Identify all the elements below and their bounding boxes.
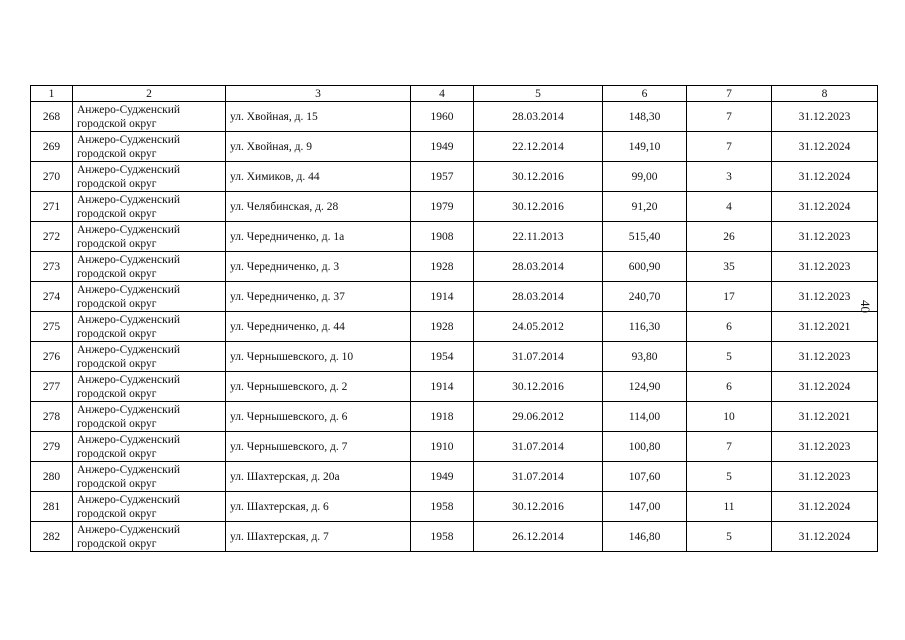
deadline-cell: 31.12.2021: [772, 402, 878, 432]
row-number-cell: 270: [31, 162, 73, 192]
table-body: [31, 102, 878, 552]
table-row: [31, 282, 878, 312]
date-cell: 26.12.2014: [474, 522, 603, 552]
date-cell: 22.12.2014: [474, 132, 603, 162]
year-cell: 1954: [411, 342, 474, 372]
table-row: [31, 402, 878, 432]
residents-cell: 26: [687, 222, 772, 252]
row-number-cell: 273: [31, 252, 73, 282]
address-cell: ул. Челябинская, д. 28: [226, 192, 411, 222]
deadline-cell: 31.12.2024: [772, 162, 878, 192]
address-cell: ул. Чернышевского, д. 2: [226, 372, 411, 402]
residents-cell: 11: [687, 492, 772, 522]
column-header: 2: [73, 86, 226, 102]
municipality-line: городской округ: [77, 237, 157, 250]
address-cell: ул. Чередниченко, д. 37: [226, 282, 411, 312]
page-number: 40: [858, 300, 873, 313]
table-row: [31, 372, 878, 402]
area-cell: 100,80: [603, 432, 687, 462]
year-cell: 1958: [411, 522, 474, 552]
municipality-line: Анжеро-Судженский: [77, 283, 181, 296]
column-header: 3: [226, 86, 411, 102]
residents-cell: 35: [687, 252, 772, 282]
area-cell: 147,00: [603, 492, 687, 522]
municipality-cell: [73, 252, 226, 282]
column-header: 7: [687, 86, 772, 102]
municipality-line: городской округ: [77, 357, 157, 370]
row-number-cell: 281: [31, 492, 73, 522]
deadline-cell: 31.12.2023: [772, 252, 878, 282]
deadline-cell: 31.12.2023: [772, 432, 878, 462]
deadline-cell: 31.12.2024: [772, 522, 878, 552]
municipality-line: Анжеро-Судженский: [77, 133, 181, 146]
municipality-line: городской округ: [77, 207, 157, 220]
municipality-line: Анжеро-Судженский: [77, 163, 181, 176]
municipality-line: Анжеро-Судженский: [77, 103, 181, 116]
date-cell: 28.03.2014: [474, 102, 603, 132]
row-number-cell: 269: [31, 132, 73, 162]
residents-cell: 7: [687, 432, 772, 462]
date-cell: 30.12.2016: [474, 492, 603, 522]
residents-cell: 17: [687, 282, 772, 312]
deadline-cell: 31.12.2023: [772, 102, 878, 132]
municipality-line: Анжеро-Судженский: [77, 253, 181, 266]
deadline-cell: 31.12.2021: [772, 312, 878, 342]
municipality-line: городской округ: [77, 147, 157, 160]
municipality-line: Анжеро-Судженский: [77, 523, 181, 536]
table-row: [31, 522, 878, 552]
municipality-line: городской округ: [77, 117, 157, 130]
municipality-cell: [73, 492, 226, 522]
year-cell: 1949: [411, 462, 474, 492]
table-row: [31, 462, 878, 492]
residents-cell: 7: [687, 102, 772, 132]
row-number-cell: 279: [31, 432, 73, 462]
deadline-cell: 31.12.2024: [772, 192, 878, 222]
municipality-cell: [73, 402, 226, 432]
date-cell: 31.07.2014: [474, 432, 603, 462]
area-cell: 99,00: [603, 162, 687, 192]
date-cell: 28.03.2014: [474, 282, 603, 312]
table-row: [31, 432, 878, 462]
residents-cell: 6: [687, 372, 772, 402]
area-cell: 93,80: [603, 342, 687, 372]
area-cell: 114,00: [603, 402, 687, 432]
area-cell: 91,20: [603, 192, 687, 222]
date-cell: 30.12.2016: [474, 162, 603, 192]
address-cell: ул. Шахтерская, д. 6: [226, 492, 411, 522]
residents-cell: 3: [687, 162, 772, 192]
address-cell: ул. Хвойная, д. 15: [226, 102, 411, 132]
municipality-line: городской округ: [77, 417, 157, 430]
column-header: 8: [772, 86, 878, 102]
row-number-cell: 282: [31, 522, 73, 552]
address-cell: ул. Хвойная, д. 9: [226, 132, 411, 162]
address-cell: ул. Чередниченко, д. 3: [226, 252, 411, 282]
municipality-line: городской округ: [77, 387, 157, 400]
municipality-cell: [73, 222, 226, 252]
column-header: 4: [411, 86, 474, 102]
row-number-cell: 274: [31, 282, 73, 312]
address-cell: ул. Чернышевского, д. 6: [226, 402, 411, 432]
municipality-line: Анжеро-Судженский: [77, 433, 181, 446]
date-cell: 24.05.2012: [474, 312, 603, 342]
municipality-line: Анжеро-Судженский: [77, 493, 181, 506]
municipality-cell: [73, 312, 226, 342]
area-cell: 107,60: [603, 462, 687, 492]
row-number-cell: 275: [31, 312, 73, 342]
deadline-cell: 31.12.2024: [772, 372, 878, 402]
deadline-cell: 31.12.2023: [772, 222, 878, 252]
municipality-cell: [73, 432, 226, 462]
year-cell: 1960: [411, 102, 474, 132]
year-cell: 1910: [411, 432, 474, 462]
municipality-line: Анжеро-Судженский: [77, 193, 181, 206]
municipality-cell: [73, 132, 226, 162]
deadline-cell: 31.12.2024: [772, 492, 878, 522]
municipality-line: городской округ: [77, 297, 157, 310]
deadline-cell: 31.12.2023: [772, 342, 878, 372]
address-cell: ул. Химиков, д. 44: [226, 162, 411, 192]
municipality-line: городской округ: [77, 177, 157, 190]
municipality-cell: [73, 342, 226, 372]
date-cell: 22.11.2013: [474, 222, 603, 252]
address-cell: ул. Чернышевского, д. 10: [226, 342, 411, 372]
municipality-line: Анжеро-Судженский: [77, 373, 181, 386]
area-cell: 600,90: [603, 252, 687, 282]
deadline-cell: 31.12.2023: [772, 282, 878, 312]
year-cell: 1908: [411, 222, 474, 252]
row-number-cell: 277: [31, 372, 73, 402]
address-cell: ул. Чередниченко, д. 44: [226, 312, 411, 342]
area-cell: 149,10: [603, 132, 687, 162]
date-cell: 30.12.2016: [474, 192, 603, 222]
municipality-line: городской округ: [77, 537, 157, 550]
table-row: [31, 312, 878, 342]
housing-registry-table: [30, 85, 878, 552]
residents-cell: 7: [687, 132, 772, 162]
table-row: [31, 132, 878, 162]
year-cell: 1928: [411, 312, 474, 342]
year-cell: 1914: [411, 372, 474, 402]
residents-cell: 5: [687, 342, 772, 372]
area-cell: 240,70: [603, 282, 687, 312]
table-row: [31, 102, 878, 132]
table-row: [31, 252, 878, 282]
municipality-line: городской округ: [77, 477, 157, 490]
municipality-line: Анжеро-Судженский: [77, 343, 181, 356]
header-row: [31, 86, 878, 102]
table-row: [31, 492, 878, 522]
municipality-cell: [73, 102, 226, 132]
deadline-cell: 31.12.2024: [772, 132, 878, 162]
residents-cell: 4: [687, 192, 772, 222]
row-number-cell: 278: [31, 402, 73, 432]
municipality-line: городской округ: [77, 507, 157, 520]
address-cell: ул. Чередниченко, д. 1а: [226, 222, 411, 252]
row-number-cell: 271: [31, 192, 73, 222]
column-header: 6: [603, 86, 687, 102]
column-header: 1: [31, 86, 73, 102]
municipality-cell: [73, 282, 226, 312]
residents-cell: 5: [687, 522, 772, 552]
municipality-line: городской округ: [77, 267, 157, 280]
municipality-line: Анжеро-Судженский: [77, 223, 181, 236]
date-cell: 31.07.2014: [474, 462, 603, 492]
area-cell: 148,30: [603, 102, 687, 132]
year-cell: 1928: [411, 252, 474, 282]
year-cell: 1958: [411, 492, 474, 522]
column-header: 5: [474, 86, 603, 102]
municipality-cell: [73, 162, 226, 192]
date-cell: 30.12.2016: [474, 372, 603, 402]
residents-cell: 5: [687, 462, 772, 492]
area-cell: 124,90: [603, 372, 687, 402]
year-cell: 1918: [411, 402, 474, 432]
year-cell: 1949: [411, 132, 474, 162]
table-header: [31, 86, 878, 102]
municipality-line: Анжеро-Судженский: [77, 463, 181, 476]
address-cell: ул. Шахтерская, д. 20а: [226, 462, 411, 492]
table-row: [31, 162, 878, 192]
row-number-cell: 276: [31, 342, 73, 372]
row-number-cell: 280: [31, 462, 73, 492]
municipality-line: городской округ: [77, 327, 157, 340]
date-cell: 28.03.2014: [474, 252, 603, 282]
municipality-cell: [73, 192, 226, 222]
table-row: [31, 342, 878, 372]
area-cell: 146,80: [603, 522, 687, 552]
year-cell: 1914: [411, 282, 474, 312]
year-cell: 1957: [411, 162, 474, 192]
table-row: [31, 192, 878, 222]
date-cell: 29.06.2012: [474, 402, 603, 432]
deadline-cell: 31.12.2023: [772, 462, 878, 492]
address-cell: ул. Чернышевского, д. 7: [226, 432, 411, 462]
row-number-cell: 268: [31, 102, 73, 132]
year-cell: 1979: [411, 192, 474, 222]
address-cell: ул. Шахтерская, д. 7: [226, 522, 411, 552]
residents-cell: 10: [687, 402, 772, 432]
area-cell: 116,30: [603, 312, 687, 342]
municipality-line: городской округ: [77, 447, 157, 460]
municipality-line: Анжеро-Судженский: [77, 403, 181, 416]
municipality-cell: [73, 462, 226, 492]
area-cell: 515,40: [603, 222, 687, 252]
municipality-line: Анжеро-Судженский: [77, 313, 181, 326]
municipality-cell: [73, 522, 226, 552]
table-row: [31, 222, 878, 252]
row-number-cell: 272: [31, 222, 73, 252]
date-cell: 31.07.2014: [474, 342, 603, 372]
municipality-cell: [73, 372, 226, 402]
residents-cell: 6: [687, 312, 772, 342]
